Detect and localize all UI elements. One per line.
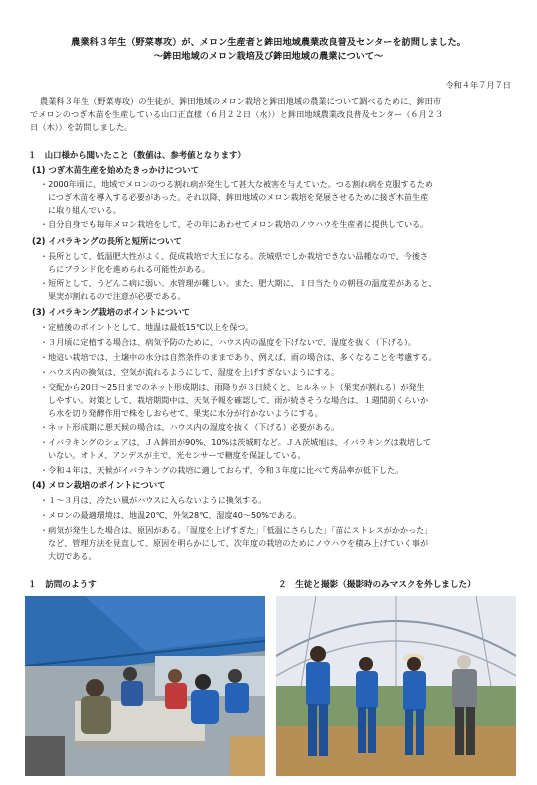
- bullet-item: [40, 464, 512, 477]
- bullet-item: [40, 524, 512, 564]
- subsection-heading-3: (3) イバラキング栽培のポイントについて: [32, 307, 191, 317]
- intro-line: 農業科３年生（野菜専攻）の生徒が、鉾田地域のメロン栽培と鉾田地域の農業について調べるために、鉾田市: [40, 96, 442, 106]
- bullet-item: [40, 436, 512, 462]
- bullet-line: ・３月頃に定植する場合は、病気予防のために、ハウス内の温度を下げないで、湿度を抜く（下げる）。: [40, 337, 416, 347]
- bullet-item: [40, 366, 512, 379]
- bullet-line: ・短所として、うどんこ病に弱い。水管理が難しい。また、肥大期に、１日当たりの朝昼の温度差があると、: [40, 278, 437, 288]
- intro-line: 日（木））を訪問しました。: [30, 122, 133, 132]
- intro-line: でメロンのつぎ木苗を生産している山口正直様（６月２２日（水））と鉾田地域農業改良普及センター（６月２３: [30, 109, 444, 119]
- report-date: 令和４年７月７日: [445, 80, 511, 90]
- page-title: 農業科３年生（野菜専攻）が、メロン生産者と鉾田地域農業改良普及センターを訪問しました。: [71, 37, 466, 48]
- bullet-line: ・自分自身でも毎年メロン栽培をして、その年にあわせてメロン栽培のノウハウを生産者に提供している。: [40, 219, 429, 229]
- subsection-heading-1: (1) つぎ木苗生産を始めたきっかけについて: [32, 165, 199, 175]
- bullet-item: [40, 421, 512, 434]
- bullet-line: ・１～３月は、冷たい風がハウスに入らないように換気する。: [40, 495, 267, 505]
- bullet-line: らにブランド化を進められる可能性がある。: [48, 264, 210, 275]
- subsection-heading-2: (2) イバラキングの長所と短所について: [32, 236, 182, 246]
- visit-photo: [25, 596, 265, 776]
- bullet-line: ・地這い栽培では、土壌中の水分は自然条件のままであり、例えば、雨の場合は、多くなることを考慮する。: [40, 352, 437, 362]
- bullet-line: に取り組んでいる。: [48, 205, 121, 216]
- bullet-item: [40, 218, 512, 231]
- bullet-item: [40, 381, 512, 421]
- bullet-line: ・長所として、低温肥大性がよく、促成栽培で大玉になる。茨城県でしか栽培できない品種なので、今後さ: [40, 251, 429, 261]
- bullet-line: ・交配から20日～25日までのネット形成期は、雨降りが３日続くと、ヒルネット（果実が割れる）が発生: [40, 382, 425, 392]
- bullet-line: ・メロンの最適環境は、地温20℃、外気28℃、湿度40～50%である。: [40, 510, 302, 520]
- bullet-item: [40, 178, 512, 218]
- photo-caption-visit: １ 訪問のようす: [28, 580, 97, 590]
- subsection-heading-4: (4) メロン栽培のポイントについて: [32, 480, 166, 490]
- bullet-line: しやすい。対策として、栽培期間中は、天気予報を確認して、雨が続きそうな場合は、１週間前くらいか: [48, 395, 429, 406]
- section-heading: １ 山口様から聞いたこと（数値は、参考値となります）: [28, 150, 246, 160]
- bullet-line: につぎ木苗を導入する必要があった。それ以降、鉾田地域のメロン栽培を発展させるために接ぎ木苗生産: [48, 192, 429, 203]
- bullet-line: など、管理方法を見直して、原因を明らかにして、次年度の栽培のためにノウハウを積み上げていく事が: [48, 538, 429, 549]
- bullet-item: [40, 277, 512, 303]
- bullet-line: ・イバラキングのシェアは、ＪＡ鉾田が90%、10%は茨城町など。ＪＡ茨城旭は、イバラキングは栽培して: [40, 437, 432, 447]
- bullet-item: [40, 351, 512, 364]
- group-photo: [276, 596, 516, 776]
- bullet-line: ・ハウス内の換気は、空気が流れるようにして、湿度を上げすぎないようにする。: [40, 367, 340, 377]
- bullet-item: [40, 509, 512, 522]
- bullet-line: 大切である。: [48, 551, 97, 562]
- visit-scene-illustration: [25, 596, 265, 776]
- bullet-line: ・2000年頃に、地域でメロンのつる割れ病が発生して甚大な被害を与えていた。つる割れ病を克服するため: [40, 179, 433, 189]
- bullet-line: いない。オトメ、アンデスが主で、光センサーで糖度を保証している。: [48, 450, 306, 461]
- group-scene-illustration: [276, 596, 516, 776]
- bullet-item: [40, 321, 512, 334]
- bullet-item: [40, 250, 512, 276]
- bullet-line: ら水を切り発酵作用で株をしおらせて、果実に水分が行かないようにする。: [48, 408, 323, 419]
- bullet-item: [40, 336, 512, 349]
- page-subtitle: ～鉾田地域のメロン栽培及び鉾田地域の農業について～: [153, 51, 384, 62]
- photo-caption-group: ２ 生徒と撮影（撮影時のみマスクを外しました）: [278, 580, 476, 590]
- bullet-line: ・定植後のポイントとして、地温は最低15℃以上を保つ。: [40, 322, 254, 332]
- bullet-line: ・令和４年は、天候がイバラキングの栽培に適しておらず、令和３年度に比べて秀品率が低下した。: [40, 465, 404, 475]
- bullet-item: [40, 494, 512, 507]
- bullet-line: ・ネット形成期に悪天候の場合は、ハウス内の湿度を抜く（下げる）必要がある。: [40, 422, 340, 432]
- bullet-line: 果実が割れるので注意が必要である。: [48, 291, 186, 302]
- bullet-line: ・病気が発生した場合は、原因がある。「湿度を上げすぎた」「低温にさらした」「苗にストレスがかかった」: [40, 525, 433, 535]
